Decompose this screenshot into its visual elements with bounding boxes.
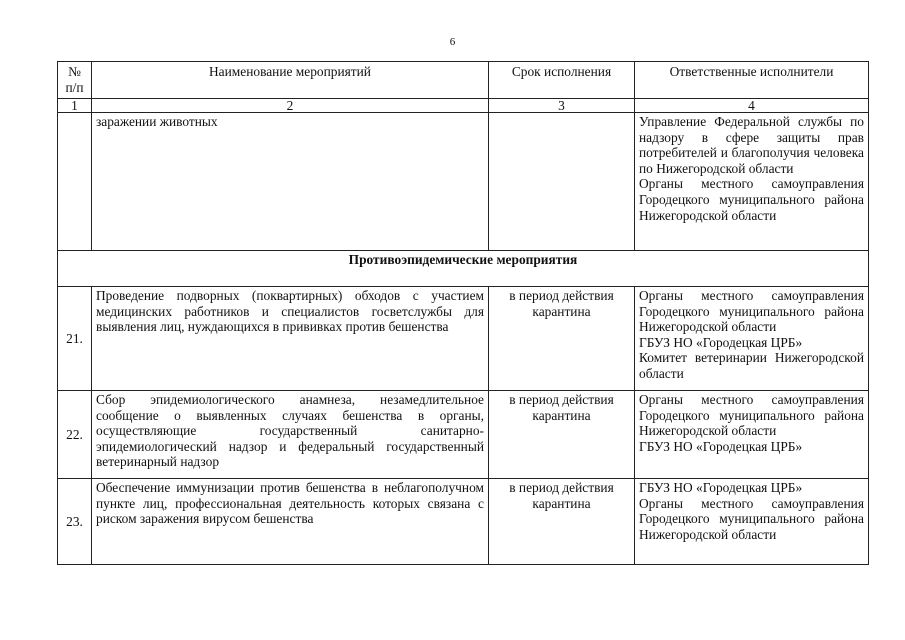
executor-line: ГБУЗ НО «Городецкая ЦРБ» (639, 334, 803, 350)
row-name: Сбор эпидемиологического анамнеза, незамедлительное сообщение о выявленных случаях бешенства в органы, осуществляющие государственный санитарно-эпидемиологический надзор и федеральный государственный ветеринарный надзор (92, 391, 489, 479)
executor-line: Органы местного самоуправления Городецкого муниципального района Нижегородской области (639, 495, 864, 542)
executor-line: Комитет ветеринарии Нижегородской области (639, 350, 864, 381)
row-deadline: в период действия карантина (489, 391, 635, 479)
row-name: Обеспечение иммунизации против бешенства в неблагополучном пункте лиц, профессиональная деятельность которых связана с риском заражения вирусом бешенства (92, 479, 489, 565)
column-index-row (58, 99, 869, 113)
executor-line: Органы местного самоуправления Городецкого муниципального района Нижегородской области (639, 288, 864, 335)
row-num: 23. (58, 479, 92, 565)
row-deadline: в период действия карантина (489, 479, 635, 565)
row-name: Проведение подворных (поквартирных) обходов с участием медицинских работников и специалистов госветслужбы для выявления лиц, нуждающихся в прививках против бешенства (92, 287, 489, 391)
page-number: 6 (449, 36, 456, 48)
row-executors (635, 287, 869, 391)
measures-table (57, 61, 869, 565)
row-name: заражении животных (92, 113, 489, 251)
executor-line: ГБУЗ НО «Городецкая ЦРБ» (639, 480, 803, 495)
row-executors (635, 391, 869, 479)
executor-line: Управление Федеральной службы по надзору в сфере защиты прав потребителей и благополучия человека по Нижегородской области (639, 114, 864, 176)
row-num: 22. (58, 391, 92, 479)
table-row-continued (58, 113, 869, 251)
header-name: Наименование мероприятий (92, 62, 489, 99)
column-index-4: 4 (635, 99, 869, 113)
executor-line: Органы местного самоуправления Городецкого муниципального района Нижегородской области (639, 176, 864, 223)
section-title: Противоэпидемические мероприятия (58, 251, 869, 287)
column-index-1: 1 (58, 99, 92, 113)
column-index-3: 3 (489, 99, 635, 113)
table-row (58, 479, 869, 565)
column-index-2: 2 (92, 99, 489, 113)
header-num: № п/п (58, 62, 92, 99)
row-executors (635, 113, 869, 251)
table-row (58, 287, 869, 391)
table-header-row (58, 62, 869, 99)
row-executors (635, 479, 869, 565)
executor-line: Органы местного самоуправления Городецкого муниципального района Нижегородской области (639, 392, 864, 439)
table-row (58, 391, 869, 479)
row-deadline (489, 113, 635, 251)
header-executors: Ответственные исполнители (635, 62, 869, 99)
executor-line: ГБУЗ НО «Городецкая ЦРБ» (639, 438, 803, 454)
row-deadline: в период действия карантина (489, 287, 635, 391)
header-deadline: Срок исполнения (489, 62, 635, 99)
section-row (58, 251, 869, 287)
row-num: 21. (58, 287, 92, 391)
row-num (58, 113, 92, 251)
